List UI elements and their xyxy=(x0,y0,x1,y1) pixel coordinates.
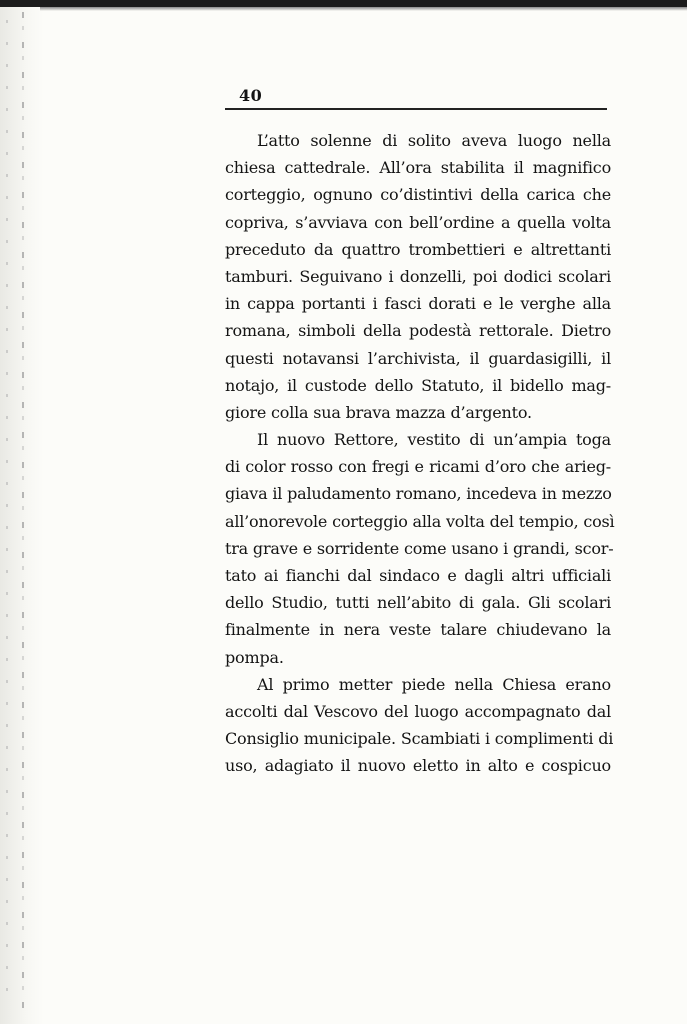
body-text xyxy=(225,127,615,780)
text-line: romana, simboli della podestà rettorale. Dietro xyxy=(225,321,611,341)
text-line: tato ai fianchi dal sindaco e dagli altri ufficiali xyxy=(225,566,611,585)
text-line: giore colla sua brava mazza d’argento. xyxy=(225,402,532,422)
text-line: tra grave e sorridente come usano i grandi, scor- xyxy=(225,538,614,558)
text-line: finalmente in nera veste talare chiudevano la xyxy=(225,620,611,640)
text-line: all’onorevole corteggio alla volta del tempio, così xyxy=(225,511,615,531)
text-line: Al primo metter piede nella Chiesa erano xyxy=(257,674,611,694)
text-line: preceduto da quattro trombettieri e altrettanti xyxy=(225,239,611,259)
text-line: accolti dal Vescovo del luogo accompagnato dal xyxy=(225,701,611,721)
text-line: notajo, il custode dello Statuto, il bidello mag- xyxy=(225,375,611,395)
text-line: Il nuovo Rettore, vestito di un’ampia toga xyxy=(257,430,611,450)
text-line: Consiglio municipale. Scambiati i complimenti di xyxy=(225,729,614,749)
text-line: chiesa cattedrale. All’ora stabilita il magnifico xyxy=(225,158,611,178)
text-line: di color rosso con fregi e ricami d’oro che arieg- xyxy=(225,457,611,477)
text-line: corteggio, ognuno co’distintivi della carica che xyxy=(225,185,611,205)
binding-mark xyxy=(22,12,24,1012)
text-line: giava il paludamento romano, incedeva in mezzo xyxy=(225,484,612,504)
binding-mark-outer xyxy=(6,20,8,1000)
scan-top-border xyxy=(0,0,687,7)
text-line: in cappa portanti i fasci dorati e le verghe alla xyxy=(225,294,611,314)
text-line: dello Studio, tutti nell’abito di gala. Gli scolari xyxy=(225,593,611,613)
scan-top-shadow xyxy=(40,7,687,11)
text-line: tamburi. Seguivano i donzelli, poi dodici scolari xyxy=(225,266,611,286)
text-line: copriva, s’avviava con bell’ordine a quella volta xyxy=(225,212,611,232)
page-number: 40 xyxy=(239,86,263,105)
text-line: uso, adagiato il nuovo eletto in alto e cospicuo xyxy=(225,756,611,776)
text-line: L’atto solenne di solito aveva luogo nella xyxy=(257,131,611,150)
header-rule xyxy=(225,108,607,110)
text-line: pompa. xyxy=(225,647,284,667)
text-line: questi notavansi l’archivista, il guardasigilli, il xyxy=(225,348,611,368)
